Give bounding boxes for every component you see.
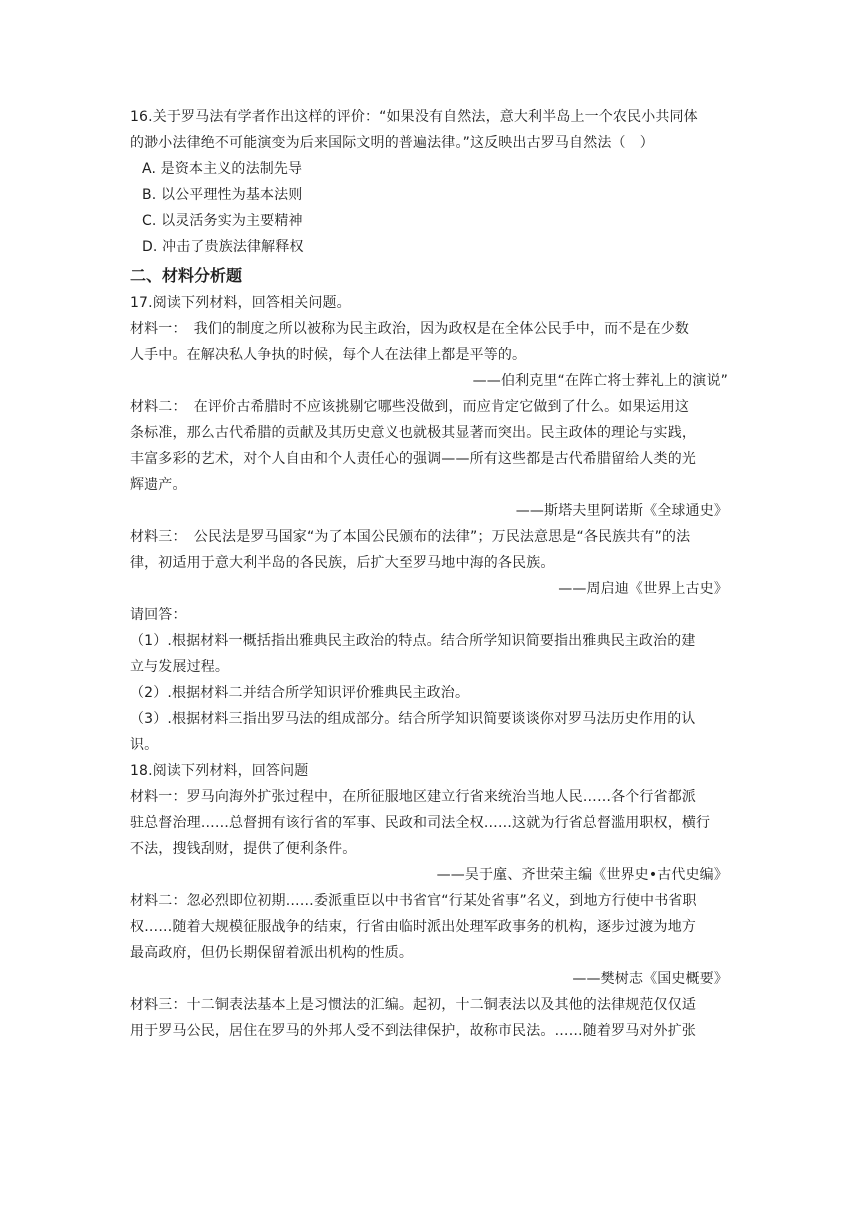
q17-material-3-line-1: 材料三： 公民法是罗马国家“为了本国公民颁布的法律”；万民法意思是“各民族共有”的法 bbox=[130, 529, 691, 545]
q17-question-1-line-2: 立与发展过程。 bbox=[130, 659, 230, 675]
q16-option-a: A. 是资本主义的法制先导 bbox=[142, 161, 303, 177]
q18-material-1-line-2: 驻总督治理……总督拥有该行省的军事、民政和司法全权……这就为行省总督滥用职权，横行 bbox=[130, 815, 711, 831]
q18-material-1-line-3: 不法，搜钱刮财，提供了便利条件。 bbox=[130, 841, 357, 857]
q16-option-d: D. 冲击了贵族法律解释权 bbox=[142, 239, 304, 255]
q17-material-2-line-3: 丰富多彩的艺术，对个人自由和个人责任心的强调——所有这些都是古代希腊留给人类的光 bbox=[130, 451, 696, 467]
q17-material-3-source: ——周启迪《世界上古史》 bbox=[558, 581, 728, 597]
q16-stem-line-2: 的渺小法律绝不可能演变为后来国际文明的普遍法律。”这反映出古罗马自然法（ ） bbox=[130, 135, 654, 151]
q17-material-3-line-2: 律，初适用于意大利半岛的各民族，后扩大至罗马地中海的各民族。 bbox=[130, 555, 555, 571]
q17-material-2-line-2: 条标准，那么古代希腊的贡献及其历史意义也就极其显著而突出。民主政体的理论与实践， bbox=[130, 425, 696, 441]
q17-question-3-line-1: （3）.根据材料三指出罗马法的组成部分。结合所学知识简要谈谈你对罗马法历史作用的认 bbox=[130, 711, 696, 727]
q17-material-1-source: ——伯利克里“在阵亡将士葬礼上的演说” bbox=[472, 373, 728, 389]
q18-material-3-line-1: 材料三：十二铜表法基本上是习惯法的汇编。起初，十二铜表法以及其他的法律规范仅仅适 bbox=[130, 997, 696, 1013]
q16-option-c: C. 以灵活务实为主要精神 bbox=[142, 213, 303, 229]
q18-material-3-line-2: 用于罗马公民，居住在罗马的外邦人受不到法律保护，故称市民法。……随着罗马对外扩张 bbox=[130, 1023, 696, 1039]
q18-material-2-line-3: 最高政府，但仍长期保留着派出机构的性质。 bbox=[130, 945, 413, 961]
q17-material-2-line-1: 材料二： 在评价古希腊时不应该挑剔它哪些没做到，而应肯定它做到了什么。如果运用这 bbox=[130, 399, 689, 415]
q17-question-1-line-1: （1）.根据材料一概括指出雅典民主政治的特点。结合所学知识简要指出雅典民主政治的建 bbox=[130, 633, 696, 649]
question-16 bbox=[130, 104, 730, 260]
q17-material-2-line-4: 辉遗产。 bbox=[130, 477, 187, 493]
q18-material-1-source: ——吴于廑、齐世荣主编《世界史•古代史编》 bbox=[436, 867, 728, 883]
question-18 bbox=[130, 758, 730, 1044]
q18-material-2-line-2: 权……随着大规模征服战争的结束，行省由临时派出处理军政事务的机构，逐步过渡为地方 bbox=[130, 919, 696, 935]
q17-ask: 请回答： bbox=[130, 607, 187, 623]
q16-option-b: B. 以公平理性为基本法则 bbox=[142, 187, 303, 203]
q18-material-1-line-1: 材料一：罗马向海外扩张过程中，在所征服地区建立行省来统治当地人民……各个行省都派 bbox=[130, 789, 696, 805]
q17-intro: 17.阅读下列材料，回答相关问题。 bbox=[130, 295, 351, 311]
q17-material-1-line-1: 材料一： 我们的制度之所以被称为民主政治，因为政权是在全体公民手中，而不是在少数 bbox=[130, 321, 689, 337]
question-17 bbox=[130, 290, 730, 758]
q18-material-2-source: ——樊树志《国史概要》 bbox=[572, 971, 728, 987]
q18-intro: 18.阅读下列材料，回答问题 bbox=[130, 763, 309, 779]
q18-material-2-line-1: 材料二：忽必烈即位初期……委派重臣以中书省官“行某处省事”名义，到地方行使中书省职 bbox=[130, 893, 697, 909]
document-page bbox=[130, 104, 730, 1044]
q17-material-2-source: ——斯塔夫里阿诺斯《全球通史》 bbox=[515, 503, 728, 519]
q17-question-3-line-2: 识。 bbox=[130, 737, 159, 753]
q17-material-1-line-2: 人手中。在解决私人争执的时候，每个人在法律上都是平等的。 bbox=[130, 347, 527, 363]
q17-question-2: （2）.根据材料二并结合所学知识评价雅典民主政治。 bbox=[130, 685, 470, 701]
q16-stem-line-1: 16.关于罗马法有学者作出这样的评价：“如果没有自然法，意大利半岛上一个农民小共同体 bbox=[130, 109, 698, 125]
section-heading: 二、材料分析题 bbox=[130, 266, 243, 285]
